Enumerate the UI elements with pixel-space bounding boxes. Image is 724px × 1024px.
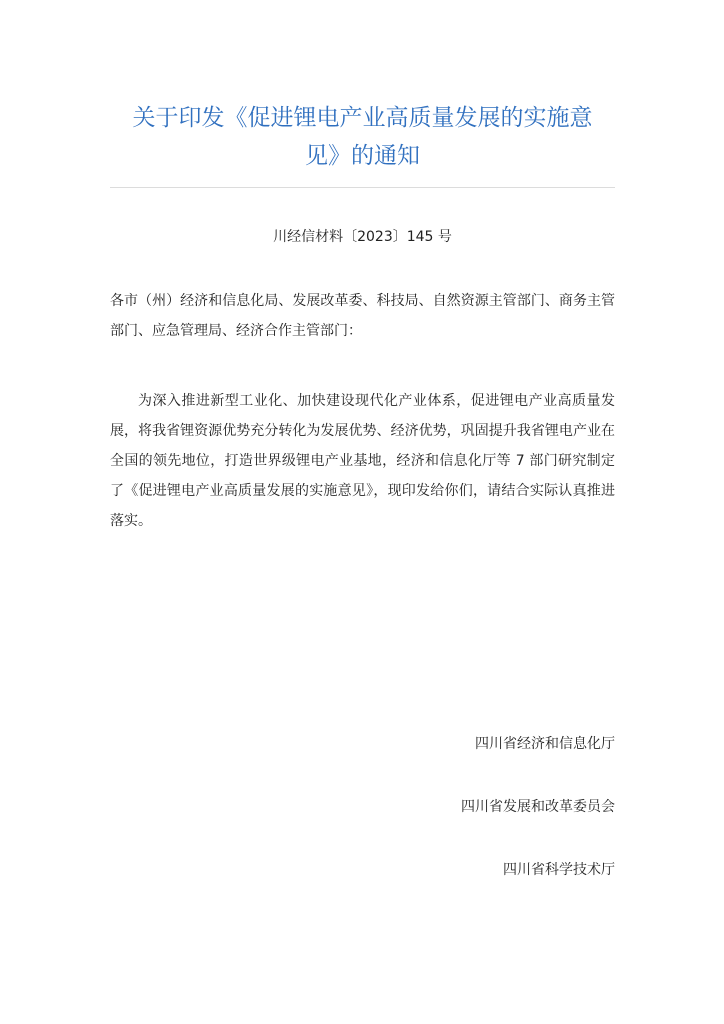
body-paragraph: 为深入推进新型工业化、加快建设现代化产业体系，促进锂电产业高质量发展，将我省锂资源优势充分转化为发展优势、经济优势，巩固提升我省锂电产业在全国的领先地位，打造世界级锂电产业基地，经济和信息化厅等 7 部门研究制定了《促进锂电产业高质量发展的实施意见》，现印发给你们，请结合实际认真推进落实。 — [110, 393, 615, 529]
signatory-3: 四川省科学技术厅 — [503, 862, 615, 878]
signatory-1: 四川省经济和信息化厅 — [475, 736, 615, 752]
document-title — [110, 99, 615, 175]
document-page — [110, 0, 615, 1024]
document-title-line-2: 见》的通知 — [305, 143, 420, 169]
title-divider — [110, 187, 615, 188]
document-title-line-1: 关于印发《促进锂电产业高质量发展的实施意 — [132, 105, 593, 131]
document-number: 川经信材料〔2023〕145 号 — [273, 229, 452, 245]
salutation: 各市（州）经济和信息化局、发展改革委、科技局、自然资源主管部门、商务主管部门、应急管理局、经济合作主管部门： — [110, 293, 615, 339]
signatory-2: 四川省发展和改革委员会 — [461, 799, 615, 815]
